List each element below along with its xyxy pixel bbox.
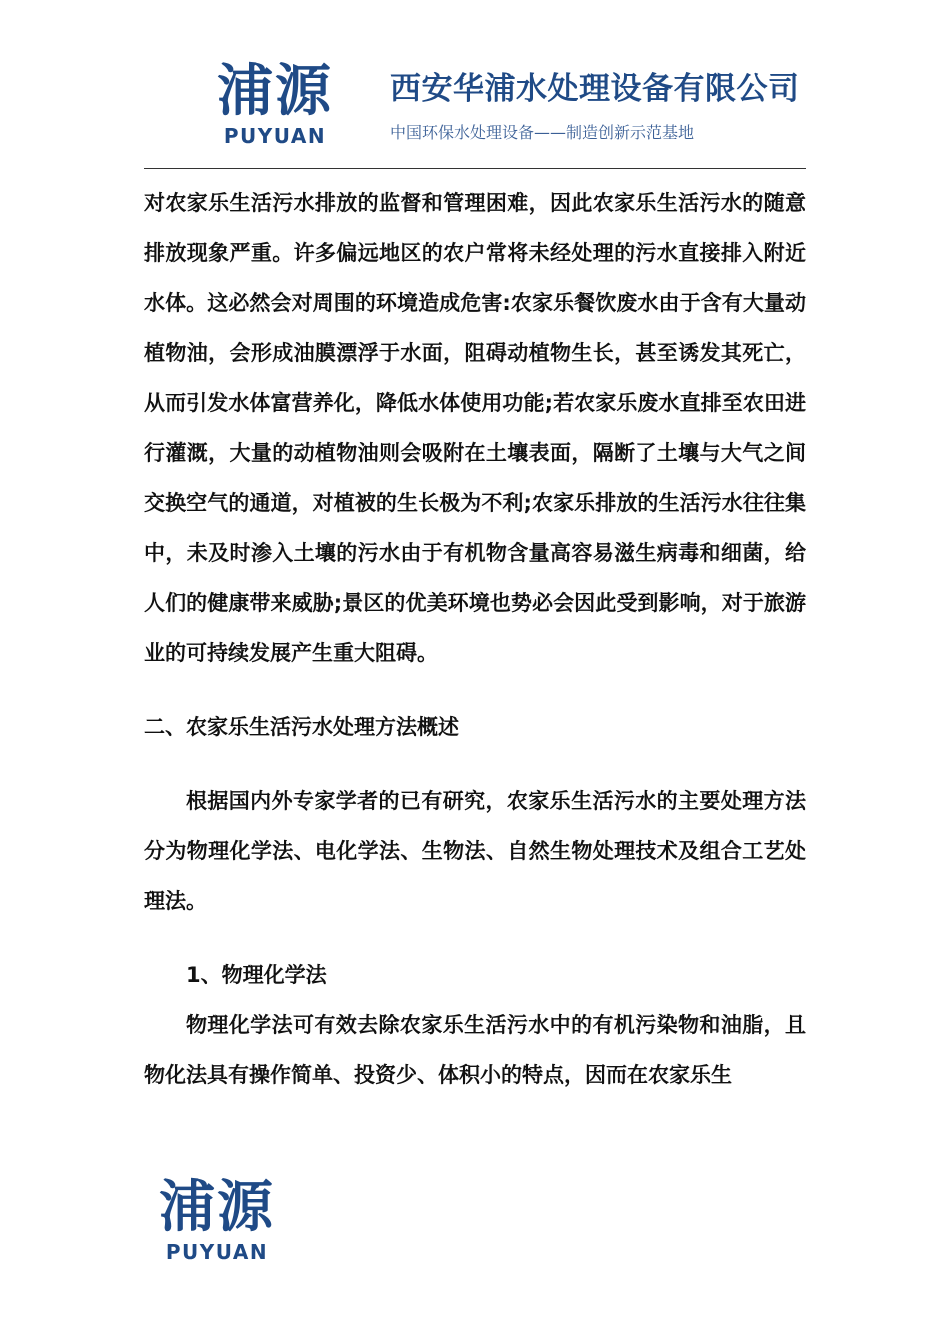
subsection-heading-physicochemical: 1、物理化学法 bbox=[186, 963, 327, 987]
logo-chinese-text: 浦源 bbox=[217, 59, 333, 124]
company-block bbox=[390, 72, 810, 143]
footer-logo bbox=[154, 1175, 280, 1264]
section-heading-methods-overview: 二、农家乐生活污水处理方法概述 bbox=[144, 715, 459, 739]
paragraph-physicochemical: 物理化学法可有效去除农家乐生活污水中的有机污染物和油脂，且物化法具有操作简单、投资少、体积小的特点，因而在农家乐生 bbox=[144, 1013, 806, 1087]
company-slogan: 中国环保水处理设备——制造创新示范基地 bbox=[390, 123, 695, 143]
header-divider bbox=[144, 168, 806, 169]
footer-logo-english-text: PUYUAN bbox=[165, 1240, 269, 1264]
footer-logo-chinese-text: 浦源 bbox=[159, 1175, 275, 1240]
company-name: 西安华浦水处理设备有限公司 bbox=[390, 71, 800, 107]
paragraph-environmental-impact: 对农家乐生活污水排放的监督和管理困难，因此农家乐生活污水的随意排放现象严重。许多偏远地区的农户常将未经处理的污水直接排入附近水体。这必然会对周围的环境造成危害:农家乐餐饮废水由于含有大量动植物油，会形成油膜漂浮于水面，阻碍动植物生长，甚至诱发其死亡，从而引发水体富营养化，降低水体使用功能;若农家乐废水直排至农田进行灌溉，大量的动植物油则会吸附在土壤表面，隔断了土壤与大气之间交换空气的通道，对植被的生长极为不利;农家乐排放的生活污水往往集中，未及时渗入土壤的污水由于有机物含量高容易滋生病毒和细菌，给人们的健康带来威胁;景区的优美环境也势必会因此受到影响，对于旅游业的可持续发展产生重大阻碍。 bbox=[144, 191, 806, 665]
document-body bbox=[144, 178, 806, 1100]
header-logo bbox=[212, 59, 338, 148]
logo-english-text: PUYUAN bbox=[223, 124, 327, 148]
paragraph-methods-overview: 根据国内外专家学者的已有研究，农家乐生活污水的主要处理方法分为物理化学法、电化学法、生物法、自然生物处理技术及组合工艺处理法。 bbox=[144, 789, 806, 913]
